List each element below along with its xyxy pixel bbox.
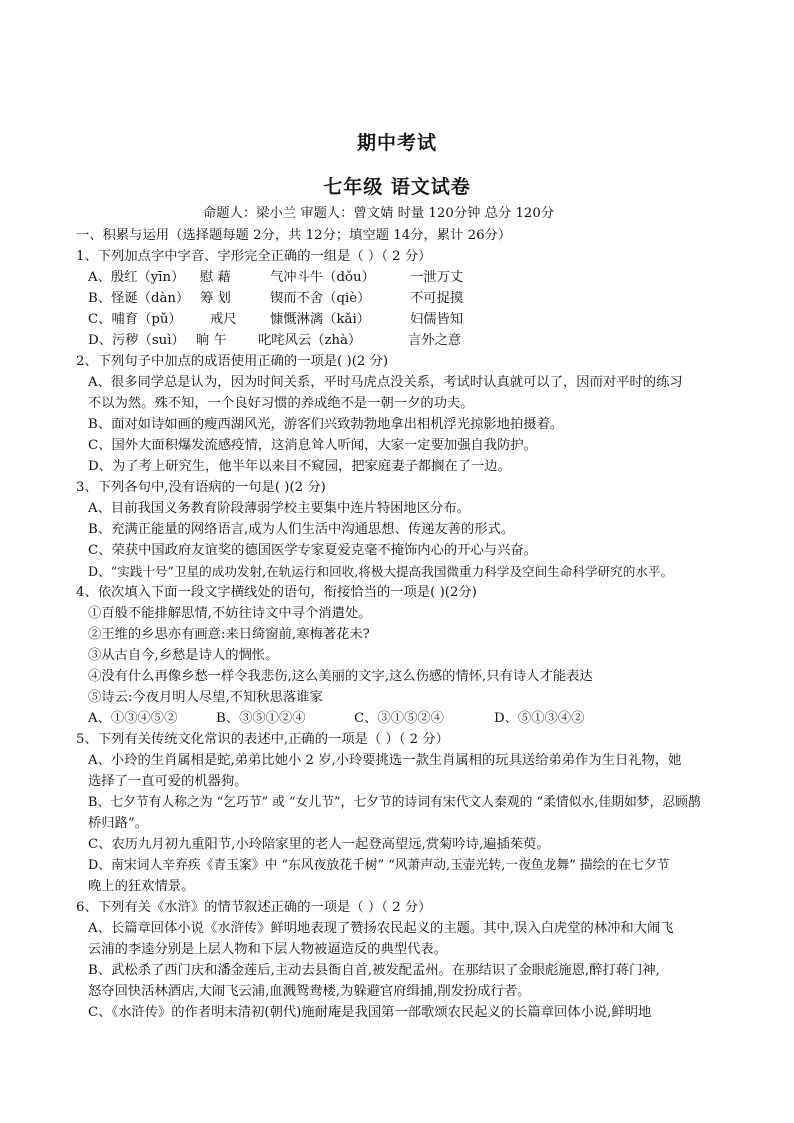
question-5-stem: 5、下列有关传统文化常识的表述中,正确的一项是（ ）（ 2 分） xyxy=(76,732,449,747)
q2-option-b: B、面对如诗如画的瘦西湖风光，游客们兴致勃勃地拿出相机浮光掠影地拍摄着。 xyxy=(88,417,564,432)
q5-option-d-line1: D、南宋词人辛弃疾《青玉案》中 “东风夜放花千树” “风萧声动,玉壶光转,一夜鱼龙舞” 描绘的在七夕节 xyxy=(88,858,670,873)
q4-option-b: B、③⑤①②④ xyxy=(216,711,306,726)
q6-option-c-line1: C、《水浒传》的作者明末清初(朝代)施耐庵是我国第一部歌颂农民起义的长篇章回体小说,鲜明地 xyxy=(88,1005,652,1020)
q1-option-b-3: 锲而不舍（qiè） xyxy=(270,291,371,306)
q1-option-d-2: 晌 午 xyxy=(196,333,227,348)
q6-option-a-line2: 云浦的李逵分别是上层人物和下层人物被逼造反的典型代表。 xyxy=(88,942,448,957)
q2-option-d: D、为了考上研究生，他半年以来目不窥园，把家庭妻子都搁在了一边。 xyxy=(88,459,511,474)
q5-option-d-line2: 晚上的狂欢情景。 xyxy=(88,879,195,894)
q1-option-d-3: 叱咤风云（zhà） xyxy=(258,333,362,348)
q5-option-c: C、农历九月初九重阳节,小玲陪家里的老人一起登高望远,赏菊吟诗,遍插茱萸。 xyxy=(88,837,550,852)
q4-sentence-1: ①百般不能排解思情,不妨往诗文中寻个消遣处。 xyxy=(88,606,372,621)
q1-option-c-3: 慷慨淋漓（kǎi） xyxy=(270,312,371,327)
q4-option-d: D、⑤①③④② xyxy=(494,711,585,726)
q3-option-b: B、充满正能量的网络语言,成为人们生活中沟通思想、传递友善的形式。 xyxy=(88,522,515,537)
q1-option-b-1: B、怪诞（dàn） xyxy=(88,291,190,306)
q4-sentence-4: ④没有什么再像乡愁一样令我悲伤,这么美丽的文字,这么伤感的情怀,只有诗人才能表达 xyxy=(88,669,593,684)
section-heading: 一、积累与运用（选择题每题 2分，共 12分；填空题 14分，累计 26分） xyxy=(76,228,512,243)
q1-option-a-2: 慰 藉 xyxy=(200,270,231,285)
q1-option-c-2: 戒尺 xyxy=(210,312,237,327)
q5-option-a-line2: 选择了一直可爱的机器狗。 xyxy=(88,774,248,789)
q2-option-a-line1: A、很多同学总是认为，因为时间关系，平时马虎点没关系，考试时认真就可以了，因而对平时的练习 xyxy=(88,375,683,390)
q6-option-b-line1: B、武松杀了西门庆和潘金莲后,主动去县衙自首,被发配孟州。在那结识了金眼彪施恩,醉打蒋门神, xyxy=(88,963,660,978)
q1-option-b-2: 筹 划 xyxy=(200,291,231,306)
q2-option-a-line2: 不以为然。殊不知，一个良好习惯的养成绝不是一朝一夕的功夫。 xyxy=(88,396,474,411)
q1-option-a-1: A、殷红（yīn） xyxy=(88,270,185,285)
q1-option-a-3: 气冲斗牛（dǒu） xyxy=(270,270,375,285)
question-3-stem: 3、下列各句中,没有语病的一句是( )(2 分) xyxy=(76,480,326,495)
q1-option-d-1: D、污秽（suì） xyxy=(88,333,185,348)
question-6-stem: 6、下列有关《水浒》的情节叙述正确的一项是（ ）（ 2 分） xyxy=(76,900,432,915)
q6-option-a-line1: A、长篇章回体小说《水浒传》鲜明地表现了赞扬农民起义的主题。其中,误入白虎堂的林冲和大闹飞 xyxy=(88,921,674,936)
exam-info: 命题人：梁小兰 审题人：曾文婧 时量 120分钟 总分 120分 xyxy=(203,206,555,221)
q4-option-c: C、③①⑤②④ xyxy=(354,711,444,726)
q6-option-b-line2: 怒夺回快活林酒店,大闹飞云浦,血溅鸳鸯楼,为躲避官府缉捕,削发扮成行者。 xyxy=(88,984,531,999)
q5-option-b-line1: B、七夕节有人称之为 “乞巧节” 或 “女儿节”，七夕节的诗词有宋代文人秦观的 “柔情似水,佳期如梦，忍顾鹊 xyxy=(88,795,701,810)
q1-option-c-1: C、哺育（pǔ） xyxy=(88,312,182,327)
question-2-stem: 2、下列句子中加点的成语使用正确的一项是( )(2 分) xyxy=(76,354,389,369)
q4-sentence-3: ③从古自今,乡愁是诗人的惆怅。 xyxy=(88,648,279,663)
q3-option-c: C、荣获中国政府友谊奖的德国医学专家夏爱克毫不掩饰内心的开心与兴奋。 xyxy=(88,543,537,558)
q4-sentence-5: ⑤诗云:今夜月明人尽望,不知秋思落谁家 xyxy=(88,690,323,705)
question-1-stem: 1、下列加点字中字音、字形完全正确的一组是（ ）（ 2 分） xyxy=(76,249,432,264)
exam-subtitle: 七年级 语文试卷 xyxy=(323,176,471,198)
q1-option-d-4: 言外之意 xyxy=(408,333,462,348)
q3-option-d: D、“实践十号”卫星的成功发射,在轨运行和回收,将极大提高我国微重力科学及空间生命科学研究的水平。 xyxy=(88,564,674,579)
question-4-stem: 4、依次填入下面一段文字横线处的语句，衔接恰当的一项是( )(2分) xyxy=(76,585,477,600)
q1-option-a-4: 一泄万丈 xyxy=(410,270,464,285)
q1-option-b-4: 不可捉摸 xyxy=(410,291,464,306)
q1-option-c-4: 妇儒皆知 xyxy=(410,312,464,327)
q2-option-c: C、国外大面积爆发流感疫情，这消息耸人听闻，大家一定要加强自我防护。 xyxy=(88,438,537,453)
q4-option-a: A、①③④⑤② xyxy=(88,711,178,726)
q4-sentence-2: ②王维的乡思亦有画意:来日绮窗前,寒梅著花未? xyxy=(88,627,370,642)
q5-option-b-line2: 桥归路”。 xyxy=(88,816,148,831)
q3-option-a: A、目前我国义务教育阶段薄弱学校主要集中连片特困地区分布。 xyxy=(88,501,470,516)
q5-option-a-line1: A、小玲的生肖属相是蛇,弟弟比她小 2 岁,小玲要挑选一款生肖属相的玩具送给弟弟作为生日礼物，她 xyxy=(88,753,682,768)
exam-title: 期中考试 xyxy=(356,132,437,154)
